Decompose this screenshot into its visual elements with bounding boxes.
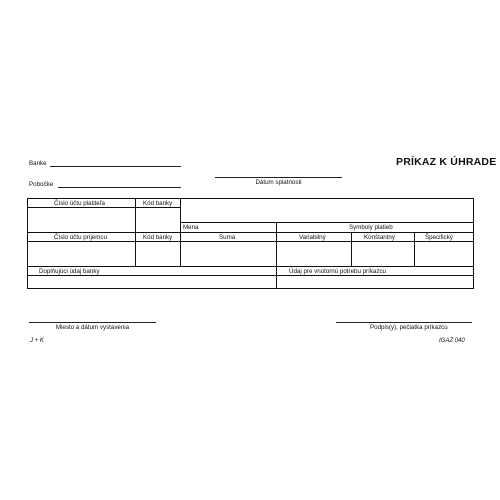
bank-info-field[interactable] bbox=[29, 277, 275, 288]
signature-label: Podpis(y), pečiatka príkazcu bbox=[370, 324, 448, 331]
rule-col-symbols bbox=[276, 222, 277, 289]
rule-row1-right bbox=[180, 222, 474, 223]
due-date-label: Dátum splatnosti bbox=[255, 179, 302, 186]
payer-account-field[interactable] bbox=[29, 209, 134, 231]
place-date-label: Miesto a dátum vystavenia bbox=[55, 324, 130, 331]
internal-info-label: Údaj pre vnútornú potrebu príkazcu bbox=[289, 268, 386, 275]
rule-col-constant bbox=[351, 232, 352, 266]
variable-symbol-label: Variabilný bbox=[299, 234, 326, 241]
form-title: PRÍKAZ K ÚHRADE bbox=[396, 156, 497, 168]
constant-symbol-field[interactable] bbox=[353, 243, 413, 265]
currency-label: Mena bbox=[183, 224, 199, 231]
branch-field[interactable] bbox=[58, 187, 181, 188]
rule-row3 bbox=[27, 266, 474, 267]
internal-info-field[interactable] bbox=[278, 277, 473, 288]
rule-col-specific bbox=[414, 232, 415, 266]
variable-symbol-field[interactable] bbox=[278, 243, 350, 265]
amount-field[interactable] bbox=[182, 243, 275, 265]
rule-col-amount bbox=[180, 198, 181, 266]
payment-symbols-label: Symboly platieb bbox=[349, 224, 393, 231]
signature-field[interactable] bbox=[336, 322, 472, 323]
blank-field bbox=[182, 209, 473, 221]
specific-symbol-field[interactable] bbox=[416, 243, 473, 265]
bank-label: Banke bbox=[29, 160, 47, 167]
footer-left-code: J + K bbox=[30, 338, 44, 344]
rule-col-bankcode bbox=[135, 198, 136, 266]
bank-field[interactable] bbox=[50, 166, 181, 167]
bank-code-label-2: Kód banky bbox=[143, 234, 173, 241]
specific-symbol-label: Špecifický bbox=[425, 234, 453, 241]
payer-account-label: Číslo účtu platiteľa bbox=[54, 200, 105, 207]
rule-row2 bbox=[27, 232, 474, 233]
constant-symbol-label: Konštantný bbox=[364, 234, 395, 241]
recipient-bank-code-field[interactable] bbox=[137, 243, 179, 265]
place-date-field[interactable] bbox=[29, 322, 156, 323]
bank-info-label: Doplňujúci údaj banky bbox=[39, 268, 100, 275]
recipient-account-label: Číslo účtu príjemcu bbox=[54, 234, 107, 241]
recipient-account-field[interactable] bbox=[29, 243, 134, 265]
due-date-field[interactable] bbox=[215, 177, 342, 178]
amount-label: Suma bbox=[219, 234, 236, 241]
branch-label: Pobočke bbox=[29, 181, 54, 188]
payer-bank-code-field[interactable] bbox=[137, 209, 179, 231]
bank-code-label-1: Kód banky bbox=[143, 200, 173, 207]
footer-form-code: IGAZ 040 bbox=[439, 338, 465, 344]
